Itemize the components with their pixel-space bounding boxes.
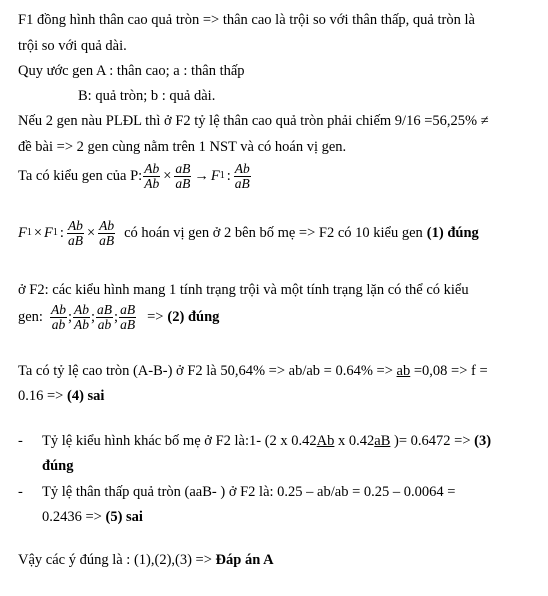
text-line-15: Tỷ lệ thân thấp quả tròn (aaB- ) ở F2 là: 0.25 – ab/ab = 0.25 – 0.0064 = (42, 484, 456, 500)
bullet-dash-1: - (18, 433, 23, 449)
text-line-5: Nếu 2 gen nàu PLĐL thì ở F2 tỷ lệ thân cao quả tròn phải chiếm 9/16 =56,25% ≠ (18, 113, 489, 129)
p-genotype-line: Ta có kiểu gen của P: $\frac{Ab}{Ab}$ × $\frac{aB}{aB}$ → F 1 : $\frac{Ab}{aB}$ (18, 160, 250, 191)
genotypes-line: gen: $\frac{Ab}{ab}$ ; $\frac{Ab}{Ab}$ ; $\frac{aB}{ab}$ ; $\frac{aB}{aB}$ => (2) đúng (18, 301, 220, 332)
fraction-Ab-aB-left: $\frac{Ab}{aB}$ (67, 217, 83, 248)
text-line-3: Quy ước gen A : thân cao; a : thân thấp (18, 63, 245, 79)
fraction-aB-aB: $\frac{aB}{aB}$ (175, 160, 191, 191)
text-line-16: 0.2436 => (5) sai (42, 509, 143, 525)
text-line-2: trội so với quả dài. (18, 38, 127, 54)
conclusion-line: Vậy các ý đúng là : (1),(2),(3) => Đáp án A (18, 552, 274, 568)
genotype-aB-aB: $\frac{aB}{aB}$ (120, 301, 136, 332)
f1-cross-line: F 1 × F 1 : $\frac{Ab}{aB}$ × $\frac{Ab}{aB}$ có hoán vị gen ở 2 bên bố mẹ => F2 có 10 kiểu gen (1) đúng (18, 217, 479, 248)
bullet-dash-2: - (18, 484, 23, 500)
text-line-1: F1 đồng hình thân cao quả tròn => thân cao là trội so với thân thấp, quả tròn là (18, 12, 475, 28)
text-line-6: đề bài => 2 gen cùng nằm trên 1 NST và có hoán vị gen. (18, 139, 347, 155)
p-text: Ta có kiểu gen của P: (18, 168, 143, 184)
genotype-aB-ab: $\frac{aB}{ab}$ (97, 301, 113, 332)
cross-result: (1) đúng (426, 225, 479, 241)
times-sign: × (163, 168, 172, 184)
genotype-Ab-ab: $\frac{Ab}{ab}$ (50, 301, 66, 332)
cross-text: có hoán vị gen ở 2 bên bố mẹ => F2 có 10 kiểu gen (124, 225, 423, 241)
text-line-9: ở F2: các kiểu hình mang 1 tính trạng trội và một tính trạng lặn có thể có kiểu (18, 282, 469, 298)
text-line-11: Ta có tỷ lệ cao tròn (A-B-) ở F2 là 50,64% => ab/ab = 0.64% => ab =0,08 => f = (18, 363, 488, 379)
fraction-Ab-aB: $\frac{Ab}{aB}$ (234, 160, 250, 191)
genotypes-result: (2) đúng (167, 309, 220, 325)
arrow-sign: → (194, 168, 209, 184)
text-line-12: 0.16 => (4) sai (18, 388, 105, 404)
text-line-13: Tỷ lệ kiểu hình khác bố mẹ ở F2 là:1- (2 x 0.42Ab x 0.42aB )= 0.6472 => (3) (42, 433, 492, 449)
fraction-Ab-Ab: $\frac{Ab}{Ab}$ (144, 160, 160, 191)
text-line-14: đúng (42, 458, 74, 474)
genotype-Ab-Ab: $\frac{Ab}{Ab}$ (74, 301, 89, 332)
fraction-Ab-aB-right: $\frac{Ab}{aB}$ (99, 217, 115, 248)
text-line-4: B: quả tròn; b : quả dài. (78, 88, 216, 104)
